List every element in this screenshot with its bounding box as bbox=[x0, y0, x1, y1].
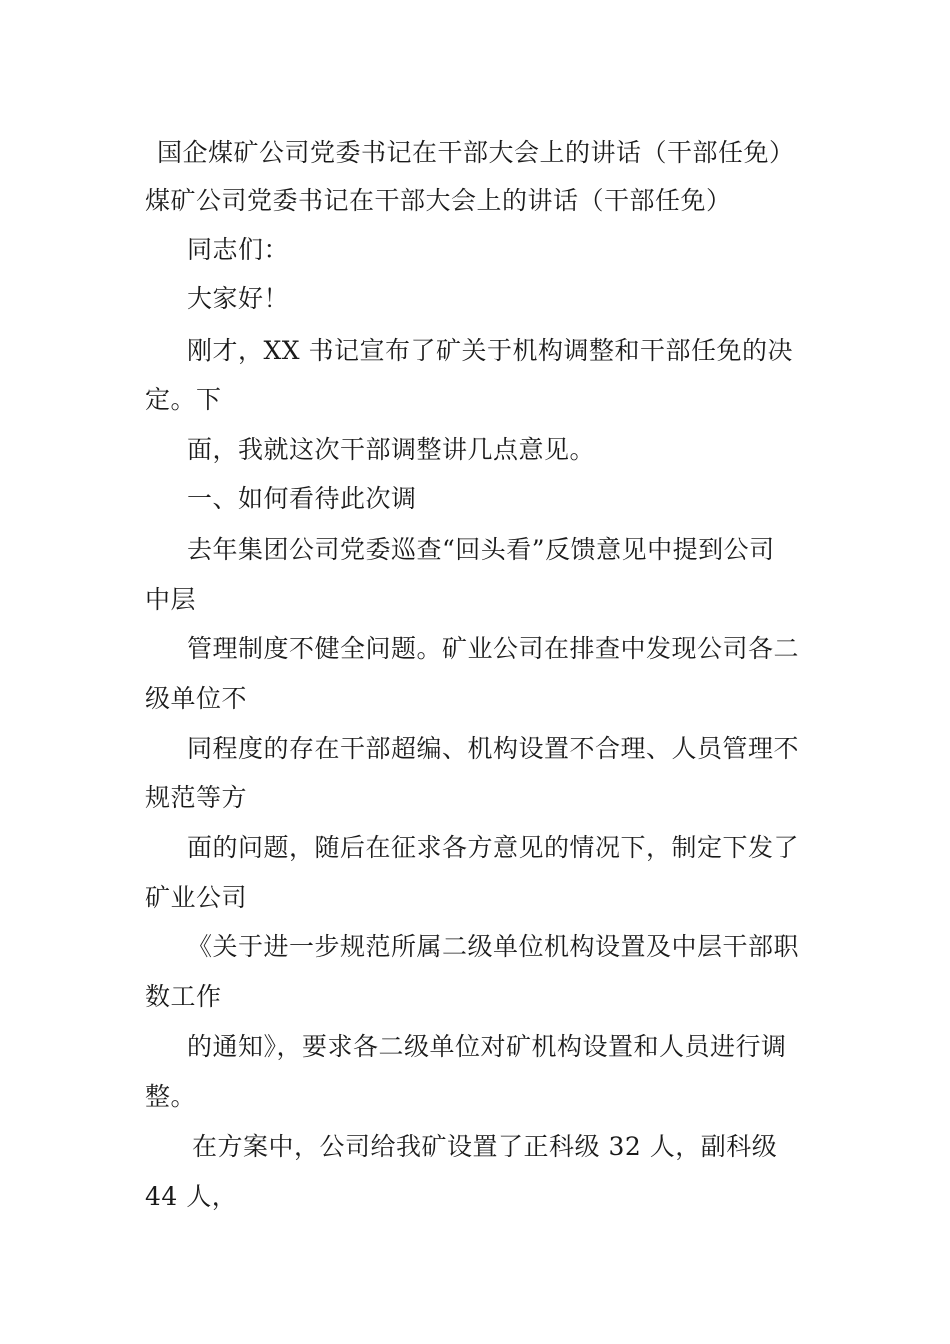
document-subtitle: 煤矿公司党委书记在干部大会上的讲话（干部任免） bbox=[145, 186, 732, 215]
paragraph-line: 定。下 bbox=[145, 385, 222, 414]
paragraph-line: 的通知》，要求各二级单位对矿机构设置和人员进行调 bbox=[187, 1032, 787, 1061]
paragraph-line: 面的问题，随后在征求各方意见的情况下，制定下发了 bbox=[187, 833, 800, 862]
paragraph-line: 同程度的存在干部超编、机构设置不合理、人员管理不 bbox=[187, 734, 800, 763]
paragraph-line: 面，我就这次干部调整讲几点意见。 bbox=[187, 435, 596, 464]
paragraph-line: 规范等方 bbox=[145, 783, 248, 812]
paragraph-line: 中层 bbox=[145, 585, 197, 614]
paragraph-line: 管理制度不健全问题。矿业公司在排查中发现公司各二 bbox=[187, 634, 800, 663]
salutation: 同志们： bbox=[187, 235, 290, 264]
paragraph-line: 矿业公司 bbox=[145, 883, 248, 912]
paragraph-line: 44 人， bbox=[145, 1182, 238, 1211]
paragraph-line: 整。 bbox=[145, 1082, 197, 1111]
paragraph-line: 刚才，XX 书记宣布了矿关于机构调整和干部任免的决 bbox=[187, 336, 794, 365]
paragraph-line: 在方案中，公司给我矿设置了正科级 32 人，副科级 bbox=[192, 1132, 778, 1161]
section-heading: 一、如何看待此次调 bbox=[187, 484, 417, 513]
paragraph-line: 去年集团公司党委巡查“回头看”反馈意见中提到公司 bbox=[187, 535, 775, 564]
paragraph-line: 《关于进一步规范所属二级单位机构设置及中层干部职 bbox=[187, 932, 800, 961]
document-title: 国企煤矿公司党委书记在干部大会上的讲话（干部任免） bbox=[157, 138, 795, 167]
paragraph-line: 数工作 bbox=[145, 982, 222, 1011]
greeting: 大家好！ bbox=[187, 284, 290, 313]
paragraph-line: 级单位不 bbox=[145, 684, 248, 713]
